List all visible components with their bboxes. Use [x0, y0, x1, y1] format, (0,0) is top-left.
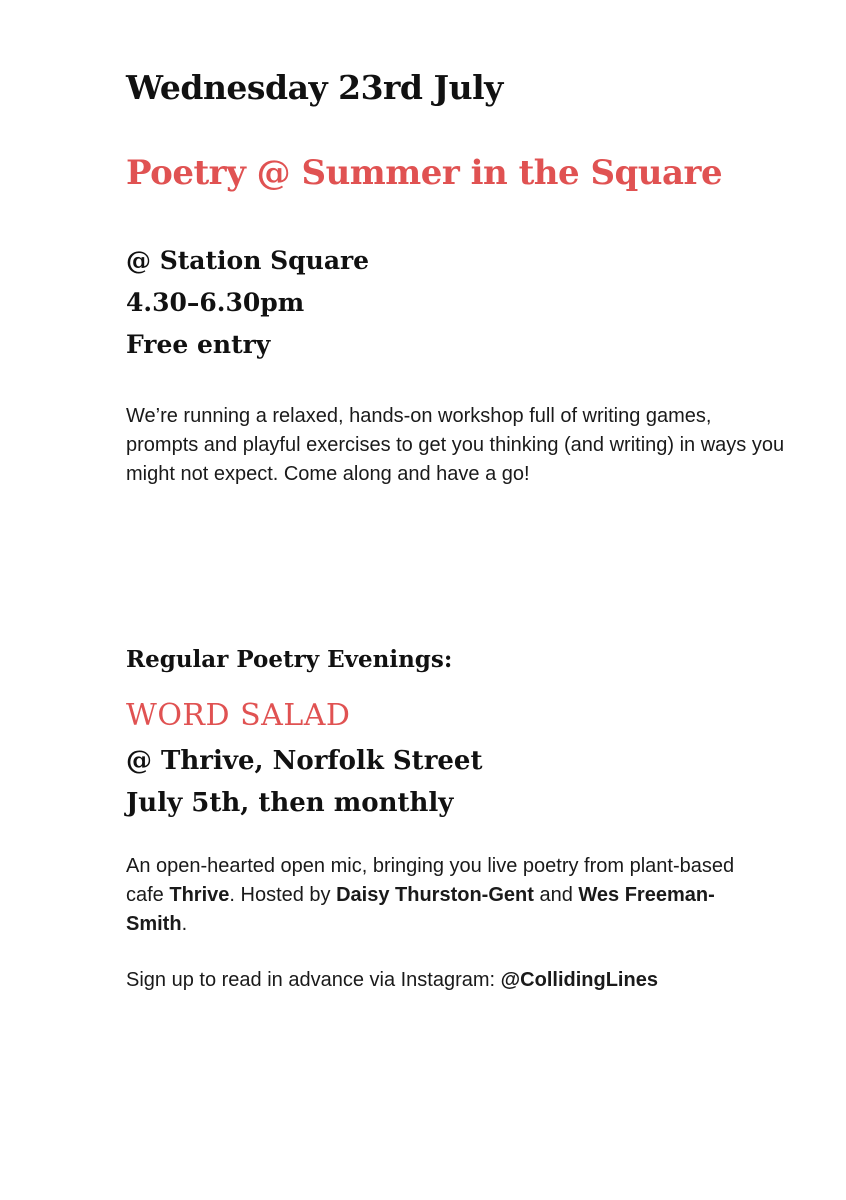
event-description: We’re running a relaxed, hands-on workshop full of writing games, prompts and playful exercises to get you thinking (and writing) in ways you might not expect. Come along and have a go! [126, 405, 785, 485]
series-description-part-4: . [181, 913, 188, 935]
series-description-part-2: . Hosted by [229, 884, 337, 906]
event-time: 4.30–6.30pm [126, 288, 305, 317]
event-title: Poetry @ Summer in the Square [126, 153, 723, 193]
series-location: @ Thrive, Norfolk Street [126, 746, 483, 776]
host-2-name: Wes Freeman-Smith [126, 884, 715, 935]
event-date: Wednesday 23rd July [126, 68, 503, 107]
series-description-part-3: and [533, 884, 579, 906]
series-schedule: July 5th, then monthly [126, 788, 454, 818]
series-title: WORD SALAD [126, 698, 351, 733]
regular-evenings-heading: Regular Poetry Evenings: [126, 646, 453, 673]
event-details [126, 240, 369, 366]
event-price: Free entry [126, 330, 271, 359]
series-description-part-1: An open-hearted open mic, bringing you live poetry from plant-based cafe [126, 855, 735, 906]
host-1-name: Daisy Thurston-Gent [336, 884, 534, 906]
signup-line [126, 966, 658, 995]
signup-text: Sign up to read in advance via Instagram: [126, 969, 501, 991]
series-description [126, 852, 746, 939]
venue-name: Thrive [169, 884, 230, 906]
event-location: @ Station Square [126, 246, 370, 275]
series-details [126, 740, 482, 824]
instagram-handle: @CollidingLines [500, 969, 658, 991]
